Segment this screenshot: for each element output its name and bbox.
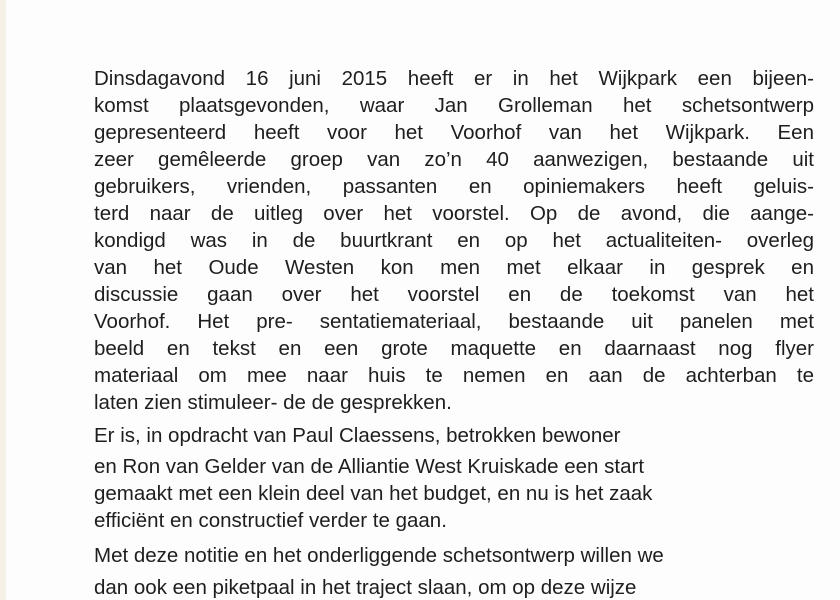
paragraph-line: en Ron van Gelder van de Alliantie West Kruiskade een start [94, 455, 645, 478]
paragraph-line: gebruikers, vrienden, passanten en opiniemakers heeft geluis- [94, 175, 814, 198]
paragraph-line: Voorhof. Het pre- sentatiemateriaal, bestaande uit panelen met [94, 310, 814, 333]
paragraph-line: discussie gaan over het voorstel en de toekomst van het [94, 283, 814, 306]
paragraph-line: van het Oude Westen kon men met elkaar in gesprek en [94, 256, 814, 279]
paragraph-line: Er is, in opdracht van Paul Claessens, betrokken bewoner [94, 424, 621, 447]
paragraph-line: dan ook een piketpaal in het traject slaan, om op deze wijze [94, 576, 637, 599]
paragraph-line: materiaal om mee naar huis te nemen en aan de achterban te [94, 364, 814, 387]
paragraph-line: laten zien stimuleer- de de gesprekken. [94, 391, 452, 414]
paragraph-line: Dinsdagavond 16 juni 2015 heeft er in het Wijkpark een bijeen- [94, 67, 814, 90]
paragraph-line: efficiënt en constructief verder te gaan. [94, 509, 447, 532]
paragraph-line: terd naar de uitleg over het voorstel. Op de avond, die aange- [94, 202, 814, 225]
paragraph-line: komst plaatsgevonden, waar Jan Grolleman het schetsontwerp [94, 94, 814, 117]
paragraph-line: gepresenteerd heeft voor het Voorhof van het Wijkpark. Een [94, 121, 814, 144]
paragraph-line: kondigd was in de buurtkrant en op het actualiteiten- overleg [94, 229, 814, 252]
paragraph-line: beeld en tekst en een grote maquette en daarnaast nog flyer [94, 337, 814, 360]
paragraph-line: Met deze notitie en het onderliggende schetsontwerp willen we [94, 544, 664, 567]
paragraph-line: gemaakt met een klein deel van het budget, en nu is het zaak [94, 482, 653, 505]
paragraph-line: zeer gemêleerde groep van zo’n 40 aanwezigen, bestaande uit [94, 148, 814, 171]
